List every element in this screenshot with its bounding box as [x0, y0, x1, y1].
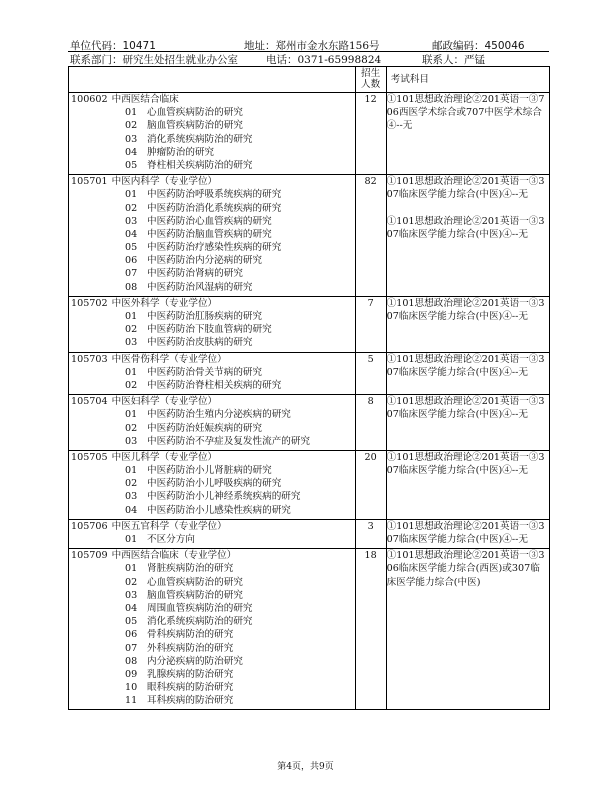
direction-name: 中医药防治肛肠疾病的研究	[147, 311, 263, 322]
major-title	[71, 297, 355, 310]
direction-name: 中医药防治小儿神经系统疾病的研究	[147, 491, 301, 503]
direction-item	[71, 254, 355, 267]
postcode-label: 邮政编码：	[432, 40, 485, 52]
major-cell	[69, 549, 356, 710]
direction-number: 04	[125, 228, 138, 240]
table-row	[69, 519, 550, 548]
direction-name: 中医药防治骨关节病的研究	[147, 366, 263, 378]
exam-subjects: ①101思想政治理论②201英语一③706西医学术综合或707中医学术综合④--无	[386, 94, 545, 132]
direction-number: 03	[125, 491, 138, 503]
major-code: 105702	[71, 297, 108, 309]
direction-name: 中医药防治消化系统疾病的研究	[147, 202, 282, 214]
phone	[266, 52, 381, 67]
direction-number: 01	[125, 107, 138, 119]
contact-label: 联系人：	[422, 54, 464, 66]
major-name: 中医儿科学（专业学位）	[111, 451, 218, 463]
major-cell	[69, 93, 356, 175]
direction-item	[71, 533, 355, 546]
direction-number: 03	[125, 589, 138, 601]
exam-subjects-cell	[386, 93, 549, 175]
enroll-count: 20	[355, 450, 386, 519]
direction-name: 眼科疾病的防治研究	[147, 682, 234, 694]
direction-name: 中医药防治小儿呼吸疾病的研究	[147, 478, 282, 490]
direction-name: 中医药防治皮肤病的研究	[147, 337, 253, 349]
enroll-count: 7	[355, 296, 386, 352]
major-cell	[69, 296, 356, 352]
exam-subjects: ①101思想政治理论②201英语一③307临床医学能力综合(中医)④--无	[386, 215, 545, 240]
major-title	[71, 395, 355, 408]
major-code: 105706	[71, 520, 108, 532]
unit-code-label: 单位代码：	[70, 40, 123, 52]
direction-name: 脑血管疾病防治的研究	[147, 589, 243, 601]
phone-label: 电话：	[266, 54, 298, 66]
exam-subjects-cell	[386, 352, 549, 395]
direction-item	[71, 628, 355, 641]
direction-number: 01	[125, 366, 138, 378]
table-row	[69, 450, 550, 519]
enroll-count: 18	[355, 549, 386, 710]
admission-table	[68, 66, 550, 710]
exam-subjects: ①101思想政治理论②201英语一③307临床医学能力综合(中医)④--无	[386, 297, 545, 323]
exam-subjects: ①101思想政治理论②201英语一③306临床医学能力综合(西医)或307临床医学能力综合(中医)	[386, 550, 545, 588]
major-name: 中医骨伤科学（专业学位）	[111, 353, 227, 365]
major-cell	[69, 175, 356, 297]
direction-item	[71, 215, 355, 228]
major-name: 中医外科学（专业学位）	[111, 297, 218, 309]
direction-item	[71, 589, 355, 602]
table-row	[69, 175, 550, 297]
exam-subjects: ①101思想政治理论②201英语一③307临床医学能力综合(中医)④--无	[386, 396, 545, 421]
major-title	[71, 520, 355, 533]
direction-number: 03	[125, 215, 138, 227]
major-name: 中医五官科学（专业学位）	[111, 520, 227, 532]
exam-subjects-cell	[386, 450, 549, 519]
contact-value: 严锰	[464, 54, 485, 66]
direction-number: 03	[125, 133, 138, 145]
direction-item	[71, 106, 355, 119]
major-title	[71, 175, 355, 188]
direction-name: 乳腺疾病的防治研究	[147, 668, 234, 680]
direction-number: 01	[125, 465, 138, 477]
direction-item	[71, 576, 355, 589]
major-title	[71, 549, 355, 562]
direction-name: 消化系统疾病防治的研究	[147, 133, 253, 145]
contact-person	[422, 52, 485, 67]
direction-item	[71, 202, 355, 215]
major-title	[71, 93, 355, 106]
direction-item	[71, 310, 355, 323]
exam-subjects: ①101思想政治理论②201英语一③307临床医学能力综合(中医)④--无	[386, 520, 545, 546]
dept-value: 研究生处招生就业办公室	[122, 54, 238, 66]
direction-name: 心血管疾病防治的研究	[147, 107, 243, 119]
direction-item	[71, 133, 355, 146]
direction-name: 脊柱相关疾病防治的研究	[147, 159, 253, 171]
page-footer: 第4页，共9页	[277, 762, 334, 772]
direction-name: 中医药防治内分泌病的研究	[147, 255, 263, 267]
direction-number: 10	[125, 682, 138, 694]
enroll-count: 8	[355, 395, 386, 451]
exam-subjects: ①101思想政治理论②201英语一③307临床医学能力综合(中医)④--无	[386, 176, 545, 201]
direction-number: 02	[125, 324, 138, 336]
direction-number: 04	[125, 504, 138, 516]
major-code: 105704	[71, 396, 108, 408]
direction-item	[71, 159, 355, 172]
direction-name: 中医药防治疗感染性疾病的研究	[147, 242, 282, 254]
direction-number: 02	[125, 422, 138, 434]
direction-name: 中医药防治小儿肾脏病的研究	[147, 465, 272, 477]
major-cell	[69, 519, 356, 548]
direction-name: 中医药防治风湿病的研究	[147, 281, 253, 293]
major-name: 中医内科学（专业学位）	[111, 176, 218, 188]
direction-item	[71, 477, 355, 490]
header-enroll-line-2: 人数	[361, 79, 381, 90]
direction-item	[71, 228, 355, 241]
direction-number: 01	[125, 311, 138, 322]
direction-item	[71, 490, 355, 503]
address-label: 地址：	[244, 40, 276, 52]
direction-number: 04	[125, 146, 138, 158]
direction-number: 07	[125, 642, 138, 654]
direction-number: 09	[125, 668, 138, 680]
exam-subjects-cell	[386, 549, 549, 710]
direction-name: 心血管疾病防治的研究	[147, 576, 243, 588]
direction-number: 02	[125, 202, 138, 214]
enroll-count: 5	[355, 352, 386, 395]
direction-item	[71, 562, 355, 575]
major-cell	[69, 450, 356, 519]
direction-number: 01	[125, 534, 138, 545]
header-major-cell	[69, 67, 356, 93]
direction-number: 08	[125, 655, 138, 667]
direction-item	[71, 615, 355, 628]
major-code: 105703	[71, 353, 108, 365]
exam-subjects-cell	[386, 395, 549, 451]
direction-item	[71, 336, 355, 349]
direction-item	[71, 422, 355, 435]
enroll-count: 12	[355, 93, 386, 175]
direction-item	[71, 241, 355, 254]
major-name: 中西医结合临床	[111, 94, 179, 105]
direction-name: 中医药防治不孕症及复发性流产的研究	[147, 435, 311, 447]
direction-name: 中医药防治生殖内分泌疾病的研究	[147, 409, 291, 421]
exam-subjects-cell	[386, 519, 549, 548]
direction-number: 05	[125, 159, 138, 171]
enroll-count: 82	[355, 175, 386, 297]
direction-number: 06	[125, 255, 138, 267]
direction-item	[71, 694, 355, 707]
major-code: 105709	[71, 550, 108, 562]
major-cell	[69, 395, 356, 451]
direction-number: 01	[125, 563, 138, 575]
major-title	[71, 353, 355, 366]
direction-item	[71, 504, 355, 517]
table-row	[69, 93, 550, 175]
major-code: 100602	[71, 94, 108, 105]
address-value: 郑州市金水东路156号	[275, 40, 380, 52]
direction-name: 消化系统疾病防治的研究	[147, 616, 253, 628]
exam-subjects: ①101思想政治理论②201英语一③307临床医学能力综合(中医)④--无	[386, 451, 545, 477]
direction-name: 中医药防治心血管疾病的研究	[147, 215, 272, 227]
direction-name: 脑血管疾病防治的研究	[147, 120, 243, 132]
table-row	[69, 296, 550, 352]
direction-name: 中医药防治呼吸系统疾病的研究	[147, 189, 282, 201]
direction-number: 02	[125, 379, 138, 391]
direction-name: 肾脏疾病防治的研究	[147, 563, 234, 575]
direction-number: 08	[125, 281, 138, 293]
enroll-count: 3	[355, 519, 386, 548]
major-code: 105701	[71, 176, 108, 188]
direction-name: 内分泌疾病的防治研究	[147, 655, 243, 667]
direction-item	[71, 464, 355, 477]
table-header-row	[69, 67, 550, 93]
direction-number: 01	[125, 189, 138, 201]
major-name: 中医妇科学（专业学位）	[111, 396, 218, 408]
direction-name: 肿瘤防治的研究	[147, 146, 215, 158]
direction-item	[71, 146, 355, 159]
direction-name: 中医药防治小儿感染性疾病的研究	[147, 504, 291, 516]
dept-label: 联系部门：	[70, 54, 123, 66]
header-enroll-cell	[355, 67, 386, 93]
direction-item	[71, 681, 355, 694]
exam-subjects-cell	[386, 175, 549, 297]
direction-name: 骨科疾病防治的研究	[147, 629, 234, 641]
header-subjects-cell: 考试科目	[386, 67, 549, 93]
direction-number: 03	[125, 337, 138, 349]
direction-name: 外科疾病防治的研究	[147, 642, 234, 654]
direction-number: 11	[125, 695, 138, 707]
direction-number: 03	[125, 435, 138, 447]
direction-number: 02	[125, 120, 138, 132]
direction-item	[71, 602, 355, 615]
direction-number: 02	[125, 576, 138, 588]
table-row	[69, 395, 550, 451]
header-enroll-line-1: 招生	[361, 68, 381, 79]
direction-number: 05	[125, 242, 138, 254]
direction-number: 01	[125, 409, 138, 421]
direction-name: 周围血管疾病防治的研究	[147, 602, 253, 614]
direction-name: 耳科疾病的防治研究	[147, 695, 234, 707]
direction-name: 中医药防治脊柱相关疾病的研究	[147, 379, 282, 391]
major-name: 中西医结合临床（专业学位）	[111, 550, 237, 562]
direction-item	[71, 668, 355, 681]
direction-name: 中医药防治脑血管疾病的研究	[147, 228, 272, 240]
direction-number: 05	[125, 616, 138, 628]
direction-name: 不区分方向	[147, 534, 195, 545]
contact-dept	[70, 52, 238, 67]
major-code: 105705	[71, 451, 108, 463]
direction-item	[71, 188, 355, 201]
direction-item	[71, 642, 355, 655]
direction-item	[71, 435, 355, 448]
direction-item	[71, 655, 355, 668]
phone-value: 0371-65998824	[297, 54, 382, 66]
postcode-value: 450046	[484, 40, 525, 52]
direction-item	[71, 323, 355, 336]
direction-name: 中医药防治下肢血管病的研究	[147, 324, 272, 336]
direction-item	[71, 119, 355, 132]
direction-number: 07	[125, 268, 138, 280]
exam-subjects-cell	[386, 296, 549, 352]
direction-item	[71, 408, 355, 421]
table-row	[69, 549, 550, 710]
major-cell	[69, 352, 356, 395]
direction-number: 04	[125, 602, 138, 614]
direction-name: 中医药防治妊娠疾病的研究	[147, 422, 263, 434]
direction-name: 中医药防治肾病的研究	[147, 268, 243, 280]
exam-subjects: ①101思想政治理论②201英语一③307临床医学能力综合(中医)④--无	[386, 353, 545, 378]
table-row	[69, 352, 550, 395]
direction-item	[71, 281, 355, 294]
unit-code-value: 10471	[122, 40, 156, 52]
direction-number: 02	[125, 478, 138, 490]
major-title	[71, 451, 355, 464]
direction-item	[71, 267, 355, 280]
direction-item	[71, 366, 355, 379]
direction-item	[71, 379, 355, 392]
direction-number: 06	[125, 629, 138, 641]
